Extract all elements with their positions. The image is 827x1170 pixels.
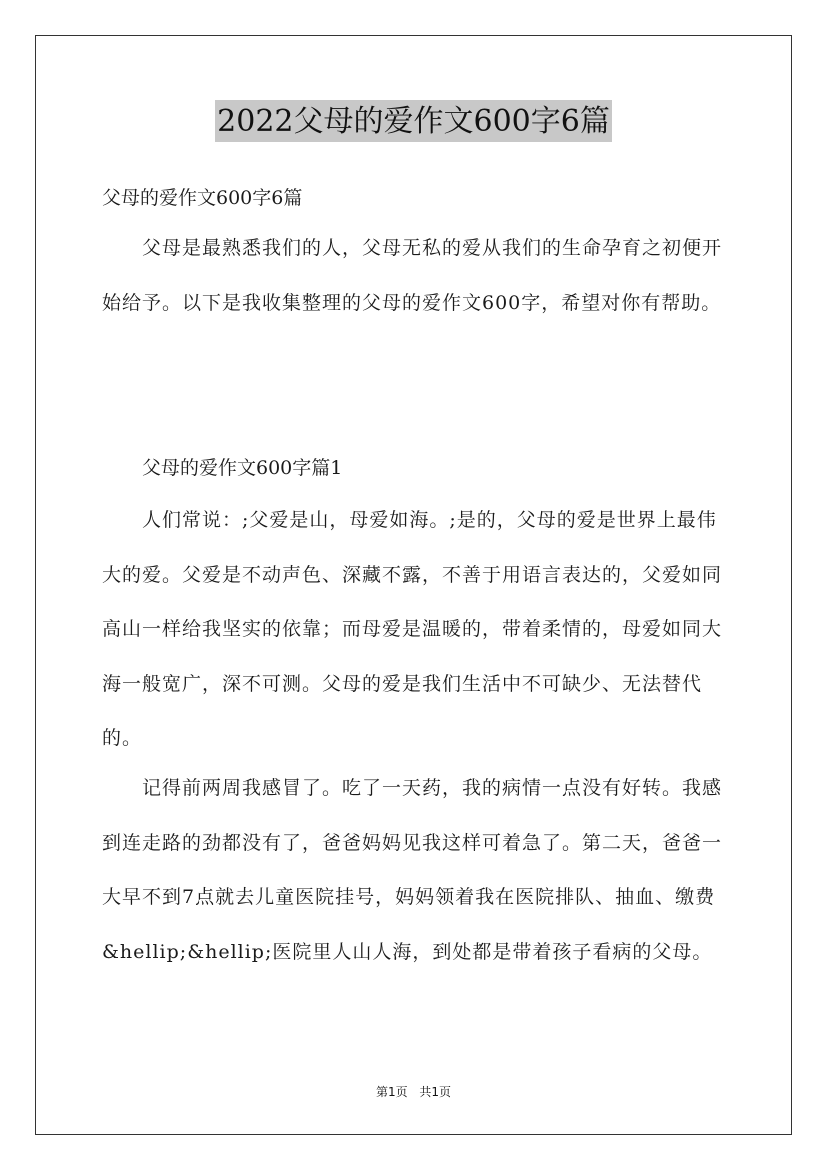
page-footer [0, 1083, 827, 1100]
body-paragraph-2: 记得前两周我感冒了。吃了一天药，我的病情一点没有好转。我感到连走路的劲都没有了，爸爸妈妈见我这样可着急了。第二天，爸爸一大早不到7点就去儿童医院挂号，妈妈领着我在医院排队、抽血、缴费&hellip;&hellip;医院里人山人海，到处都是带着孩子看病的父母。 [102, 777, 723, 963]
page-number: 第1页 [375, 1085, 408, 1099]
section-heading: 父母的爱作文600字篇1 [142, 457, 343, 479]
intro-paragraph: 父母是最熟悉我们的人，父母无私的爱从我们的生命孕育之初便开始给予。以下是我收集整理的父母的爱作文600字，希望对你有帮助。 [102, 237, 723, 314]
document-subtitle: 父母的爱作文600字6篇 [102, 187, 303, 209]
document-title: 2022父母的爱作文600字6篇 [215, 100, 612, 142]
body-paragraph-1: 人们常说：;父爱是山，母爱如海。;是的，父母的爱是世界上最伟大的爱。父爱是不动声色、深藏不露，不善于用语言表达的，父爱如同高山一样给我坚实的依靠；而母爱是温暖的，带着柔情的，母爱如同大海一般宽广，深不可测。父母的爱是我们生活中不可缺少、无法替代的。 [102, 509, 723, 749]
page-total: 共1页 [419, 1085, 452, 1099]
title-container [0, 100, 827, 142]
